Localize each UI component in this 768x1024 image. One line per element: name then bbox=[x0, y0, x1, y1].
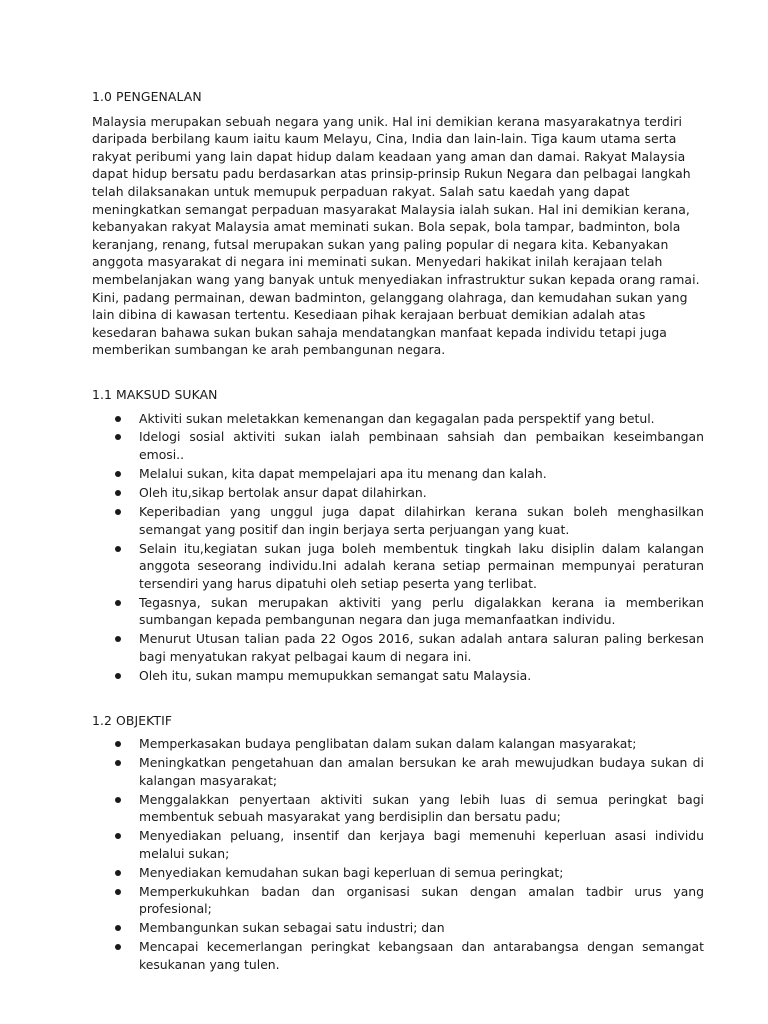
section-heading-objektif: 1.2 OBJEKTIF bbox=[92, 712, 173, 728]
bullet-icon bbox=[115, 797, 121, 803]
bullet-icon bbox=[115, 673, 121, 679]
list-item: Selain itu,kegiatan sukan juga boleh membentuk tingkah laku disiplin dalam kalangan anggota seseorang individu.Ini adalah kerana setiap permainan mempunyai peraturan tersendiri yang harus dipatuhi oleh setiap peserta yang terlibat. bbox=[92, 540, 704, 593]
list-item: Menurut Utusan talian pada 22 Ogos 2016, sukan adalah antara saluran paling berkesan bagi menyatukan rakyat pelbagai kaum di negara ini. bbox=[92, 630, 704, 665]
list-item: Menggalakkan penyertaan aktiviti sukan yang lebih luas di semua peringkat bagi membentuk sebuah masyarakat yang berdisiplin dan bersatu padu; bbox=[92, 791, 704, 826]
bullet-icon bbox=[115, 760, 121, 766]
bullet-icon bbox=[115, 434, 121, 440]
section-objektif bbox=[92, 712, 704, 974]
bullet-icon bbox=[115, 889, 121, 895]
list-item: Tegasnya, sukan merupakan aktiviti yang perlu digalakkan kerana ia memberikan sumbangan kepada pembangunan negara dan juga memanfaatkan individu. bbox=[92, 594, 704, 629]
bullet-icon bbox=[115, 741, 121, 747]
list-item: Oleh itu, sukan mampu memupukkan semangat satu Malaysia. bbox=[92, 667, 704, 685]
list-item: Menyediakan kemudahan sukan bagi keperluan di semua peringkat; bbox=[92, 864, 704, 882]
section-pengenalan bbox=[92, 88, 704, 359]
bullet-icon bbox=[115, 925, 121, 931]
section-maksud-sukan bbox=[92, 386, 704, 685]
bullet-icon bbox=[115, 490, 121, 496]
list-item: Membangunkan sukan sebagai satu industri; dan bbox=[92, 919, 704, 937]
document-page bbox=[92, 88, 704, 975]
bullet-icon bbox=[115, 416, 121, 422]
list-item: Memperkukuhkan badan dan organisasi sukan dengan amalan tadbir urus yang profesional; bbox=[92, 883, 704, 918]
bullet-icon bbox=[115, 546, 121, 552]
list-item: Oleh itu,sikap bertolak ansur dapat dilahirkan. bbox=[92, 484, 704, 502]
bullet-icon bbox=[115, 636, 121, 642]
bullet-icon bbox=[115, 870, 121, 876]
list-item: Menyediakan peluang, insentif dan kerjaya bagi memenuhi keperluan asasi individu melalui sukan; bbox=[92, 827, 704, 862]
bullet-icon bbox=[115, 944, 121, 950]
section-heading-pengenalan: 1.0 PENGENALAN bbox=[92, 89, 202, 104]
objektif-list bbox=[92, 735, 704, 973]
list-item: Aktiviti sukan meletakkan kemenangan dan kegagalan pada perspektif yang betul. bbox=[92, 410, 704, 428]
list-item: Memperkasakan budaya penglibatan dalam sukan dalam kalangan masyarakat; bbox=[92, 735, 704, 753]
bullet-icon bbox=[115, 471, 121, 477]
bullet-icon bbox=[115, 509, 121, 515]
list-item: Mencapai kecemerlangan peringkat kebangsaan dan antarabangsa dengan semangat kesukanan yang tulen. bbox=[92, 938, 704, 973]
maksud-sukan-list bbox=[92, 410, 704, 685]
intro-paragraph: Malaysia merupakan sebuah negara yang unik. Hal ini demikian kerana masyarakatnya terdiri daripada berbilang kaum iaitu kaum Melayu, Cina, India dan lain-lain. Tiga kaum utama serta rakyat peribumi yang lain dapat hidup dalam keadaan yang aman dan damai. Rakyat Malaysia dapat hidup bersatu padu berdasarkan atas prinsip-prinsip Rukun Negara dan pelbagai langkah telah dilaksanakan untuk memupuk perpaduan rakyat. Salah satu kaedah yang dapat meningkatkan semangat perpaduan masyarakat Malaysia ialah sukan. Hal ini demikian kerana, kebanyakan rakyat Malaysia amat meminati sukan. Bola sepak, bola tampar, badminton, bola keranjang, renang, futsal merupakan sukan yang paling popular di negara kita. Kebanyakan anggota masyarakat di negara ini meminati sukan. Menyedari hakikat inilah kerajaan telah membelanjakan wang yang banyak untuk menyediakan infrastruktur sukan kepada orang ramai. Kini, padang permainan, dewan badminton, gelanggang olahraga, dan kemudahan sukan yang lain dibina di kawasan tertentu. Kesediaan pihak kerajaan berbuat demikian adalah atas kesedaran bahawa sukan bukan sahaja mendatangkan manfaat kepada individu tetapi juga memberikan sumbangan ke arah pembangunan negara. bbox=[92, 113, 700, 358]
section-heading-maksud-sukan: 1.1 MAKSUD SUKAN bbox=[92, 386, 218, 402]
list-item: Idelogi sosial aktiviti sukan ialah pembinaan sahsiah dan pembaikan keseimbangan emosi.. bbox=[92, 428, 704, 463]
bullet-icon bbox=[115, 833, 121, 839]
list-item: Keperibadian yang unggul juga dapat dilahirkan kerana sukan boleh menghasilkan semangat yang positif dan ingin berjaya serta perjuangan yang kuat. bbox=[92, 503, 704, 538]
bullet-icon bbox=[115, 600, 121, 606]
list-item: Meningkatkan pengetahuan dan amalan bersukan ke arah mewujudkan budaya sukan di kalangan masyarakat; bbox=[92, 754, 704, 789]
list-item: Melalui sukan, kita dapat mempelajari apa itu menang dan kalah. bbox=[92, 465, 704, 483]
